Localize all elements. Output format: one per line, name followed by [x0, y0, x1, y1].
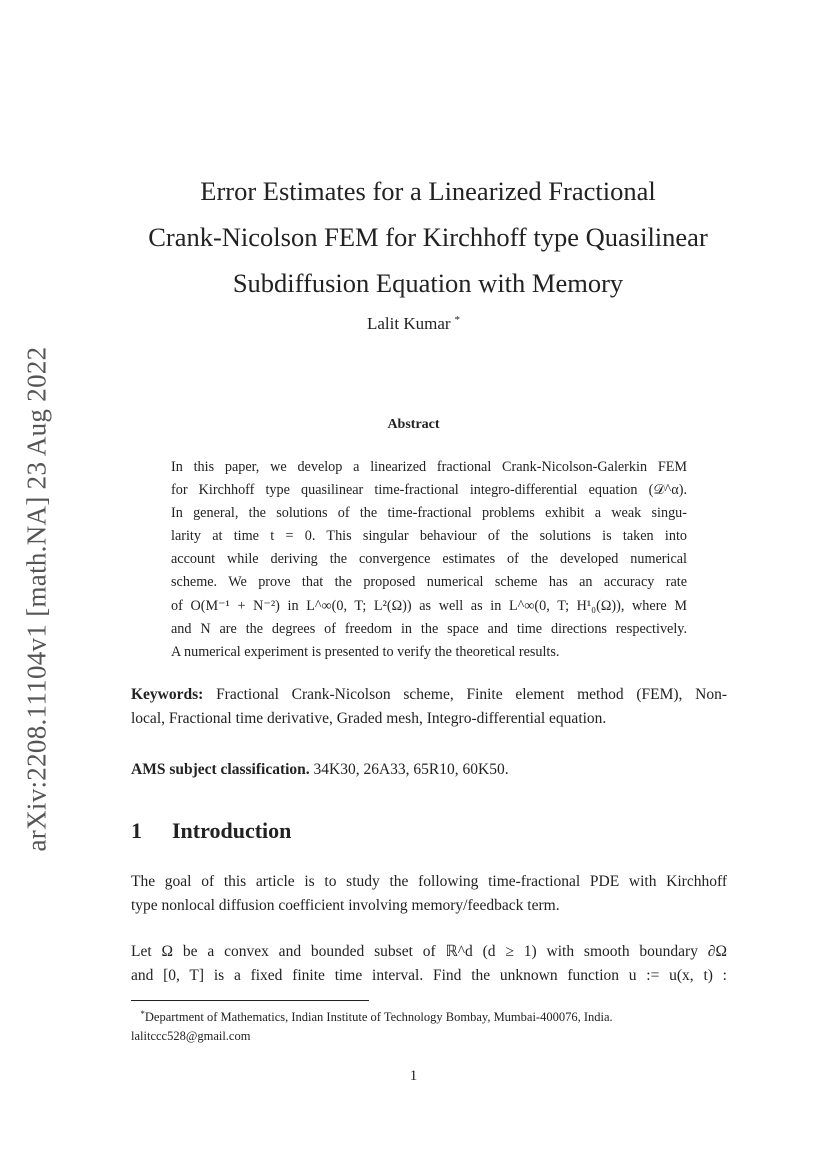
- keywords-text-2: local, Fractional time derivative, Graded mesh, Integro-differential equation.: [131, 710, 607, 727]
- section-title: Introduction: [172, 818, 292, 843]
- title-line: Crank-Nicolson FEM for Kirchhoff type Quasilinear: [148, 222, 708, 252]
- author-line: [0, 314, 827, 334]
- abstract-line: for Kirchhoff type quasilinear time-fractional integro-differential equation (𝒟^α).: [171, 482, 687, 499]
- footnote-mark: *: [140, 1009, 145, 1019]
- abstract-line: scheme. We prove that the proposed numerical scheme has an accuracy rate: [171, 574, 687, 591]
- ams-classification: [131, 758, 727, 782]
- intro-paragraph-1: [131, 870, 727, 918]
- footnote: [131, 1005, 727, 1046]
- abstract-line: and N are the degrees of freedom in the space and time directions respectively.: [171, 620, 687, 637]
- footnote-rule: [131, 1000, 369, 1001]
- intro-paragraph-2: [131, 940, 727, 988]
- abstract-line: account while deriving the convergence estimates of the developed numerical: [171, 551, 687, 568]
- abstract-heading: Abstract: [387, 417, 440, 432]
- abstract-line: In general, the solutions of the time-fractional problems exhibit a weak singu-: [171, 505, 687, 522]
- section-heading: [131, 818, 291, 844]
- footnote-email: lalitccc528@gmail.com: [131, 1029, 251, 1043]
- title-line: Error Estimates for a Linearized Fractional: [200, 176, 656, 206]
- intro-line: The goal of this article is to study the following time-fractional PDE with Kirchhoff: [131, 873, 727, 890]
- author-name: Lalit Kumar: [366, 314, 451, 333]
- arxiv-stamp-text: arXiv:2208.11104v1 [math.NA] 23 Aug 2022: [21, 346, 52, 852]
- abstract-line: of O(M⁻¹ + N⁻²) in L^∞(0, T; L²(Ω)) as well as in L^∞(0, T; H¹₀(Ω)), where M: [171, 597, 687, 614]
- intro-line: and [0, T] is a fixed finite time interval. Find the unknown function u := u(x, t) :: [131, 967, 727, 984]
- title-line: Subdiffusion Equation with Memory: [232, 268, 624, 298]
- intro-line: Let Ω be a convex and bounded subset of ℝ^d (d ≥ 1) with smooth boundary ∂Ω: [131, 943, 727, 960]
- intro-line: type nonlocal diffusion coefficient involving memory/feedback term.: [131, 897, 560, 914]
- abstract-line: In this paper, we develop a linearized fractional Crank-Nicolson-Galerkin FEM: [171, 459, 687, 475]
- author-footnote-mark: *: [454, 314, 461, 326]
- keywords-block: [131, 683, 727, 731]
- footnote-line: [131, 1005, 727, 1027]
- keywords-text-1: Fractional Crank-Nicolson scheme, Finite element method (FEM), Non-: [216, 686, 727, 703]
- ams-codes: 34K30, 26A33, 65R10, 60K50.: [313, 761, 509, 778]
- paper-title: [100, 168, 756, 306]
- keywords-label: Keywords:: [131, 686, 204, 703]
- keywords-line: [131, 683, 727, 707]
- page-number: 1: [409, 1068, 418, 1084]
- ams-label: AMS subject classification.: [131, 761, 310, 778]
- section-number: 1: [131, 818, 142, 843]
- abstract-body: [171, 456, 687, 664]
- abstract-line: larity at time t = 0. This singular behaviour of the solutions is taken into: [171, 528, 687, 545]
- abstract-line: A numerical experiment is presented to verify the theoretical results.: [171, 643, 560, 660]
- footnote-affiliation: Department of Mathematics, Indian Institute of Technology Bombay, Mumbai-400076, India.: [144, 1010, 613, 1024]
